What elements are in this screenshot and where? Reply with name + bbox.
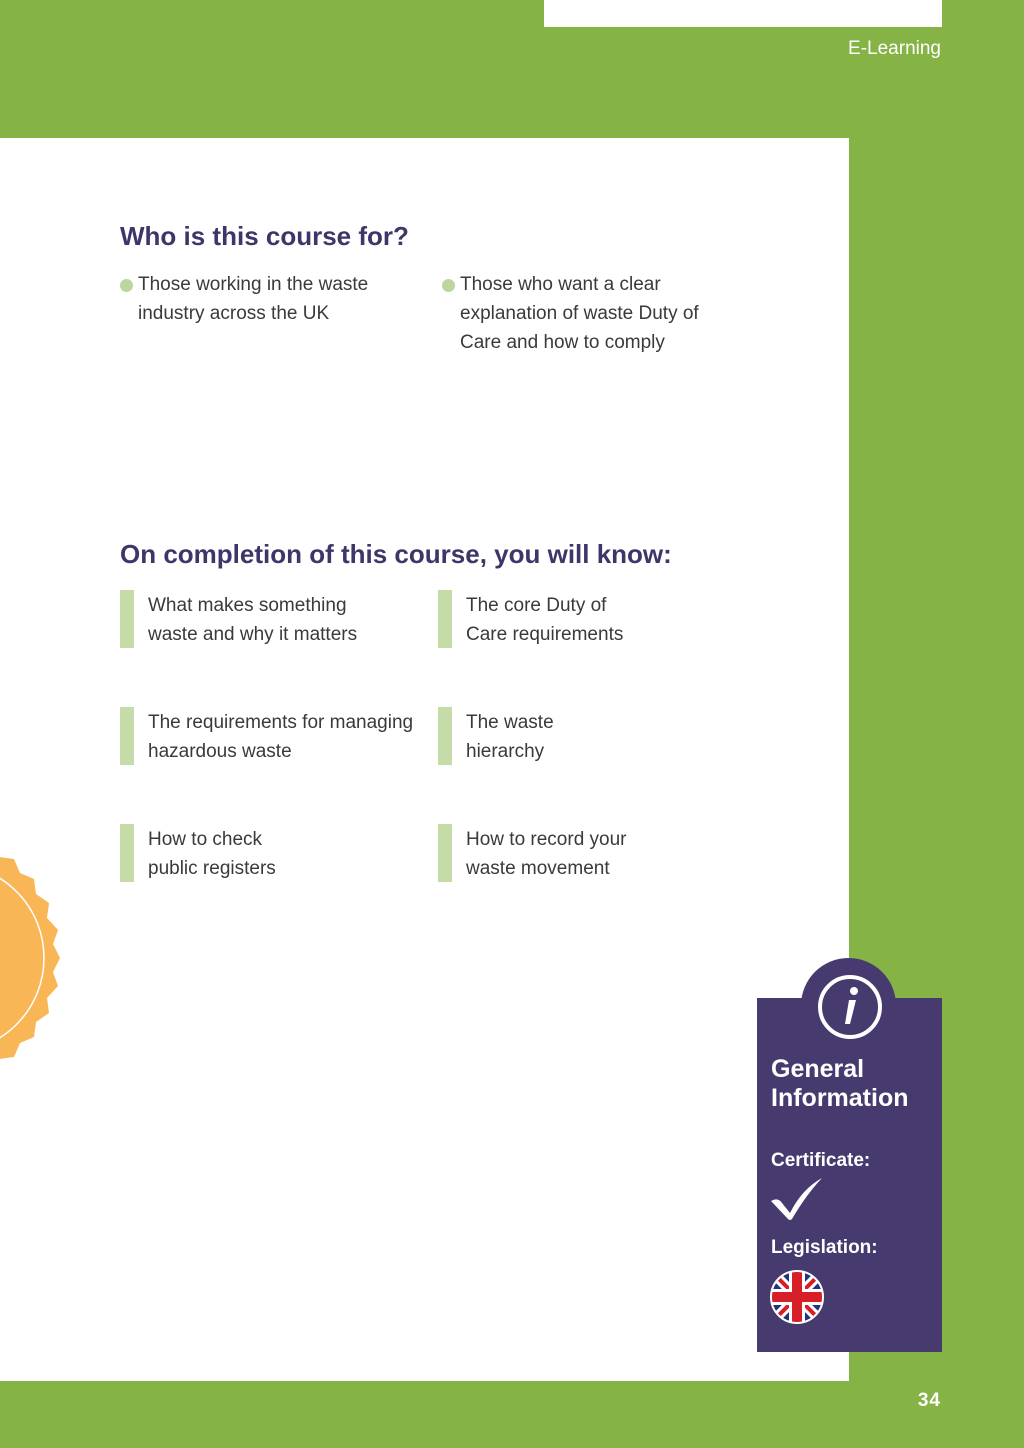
outcome-text: The core Duty of Care requirements [466,595,624,645]
outcome-text: What makes something waste and why it matters [148,595,358,645]
info-icon [817,974,883,1040]
certificate-label: Certificate: [771,1150,871,1171]
top-tab-decoration [544,0,942,27]
page-number: 34 [917,1390,941,1411]
outcome-item [438,591,766,649]
audience-item-text: Those who want a clear explanation of waste Duty of Care and how to comply [460,274,699,353]
outcome-text: The waste hierarchy [466,712,554,762]
outcome-item [438,825,766,883]
legislation-label: Legislation: [771,1237,878,1258]
outcome-bar [120,707,134,765]
content-panel [0,138,849,1381]
outcome-text: The requirements for managing hazardous waste [148,712,414,762]
outcome-text: How to check public registers [148,829,276,879]
bullet-dot-icon [442,279,455,292]
section-label: E-Learning [848,38,941,59]
outcome-item [120,825,448,883]
outcome-item [120,708,448,766]
audience-heading: Who is this course for? [120,221,409,251]
outcome-bar [438,590,452,648]
outcome-bar [120,824,134,882]
outcomes-heading: On completion of this course, you will know: [120,539,672,569]
outcome-item [438,708,766,766]
bullet-dot-icon [120,279,133,292]
uk-flag-icon [770,1270,824,1324]
outcome-bar [438,824,452,882]
outcome-bar [120,590,134,648]
audience-item [442,270,725,357]
outcome-bar [438,707,452,765]
seal-badge-icon [0,846,60,1070]
checkmark-icon [768,1175,826,1221]
info-card-title: General Information [771,1055,909,1112]
audience-item [120,270,428,328]
outcome-text: How to record your waste movement [466,829,627,879]
outcome-item [120,591,448,649]
audience-item-text: Those working in the waste industry across the UK [138,274,369,324]
